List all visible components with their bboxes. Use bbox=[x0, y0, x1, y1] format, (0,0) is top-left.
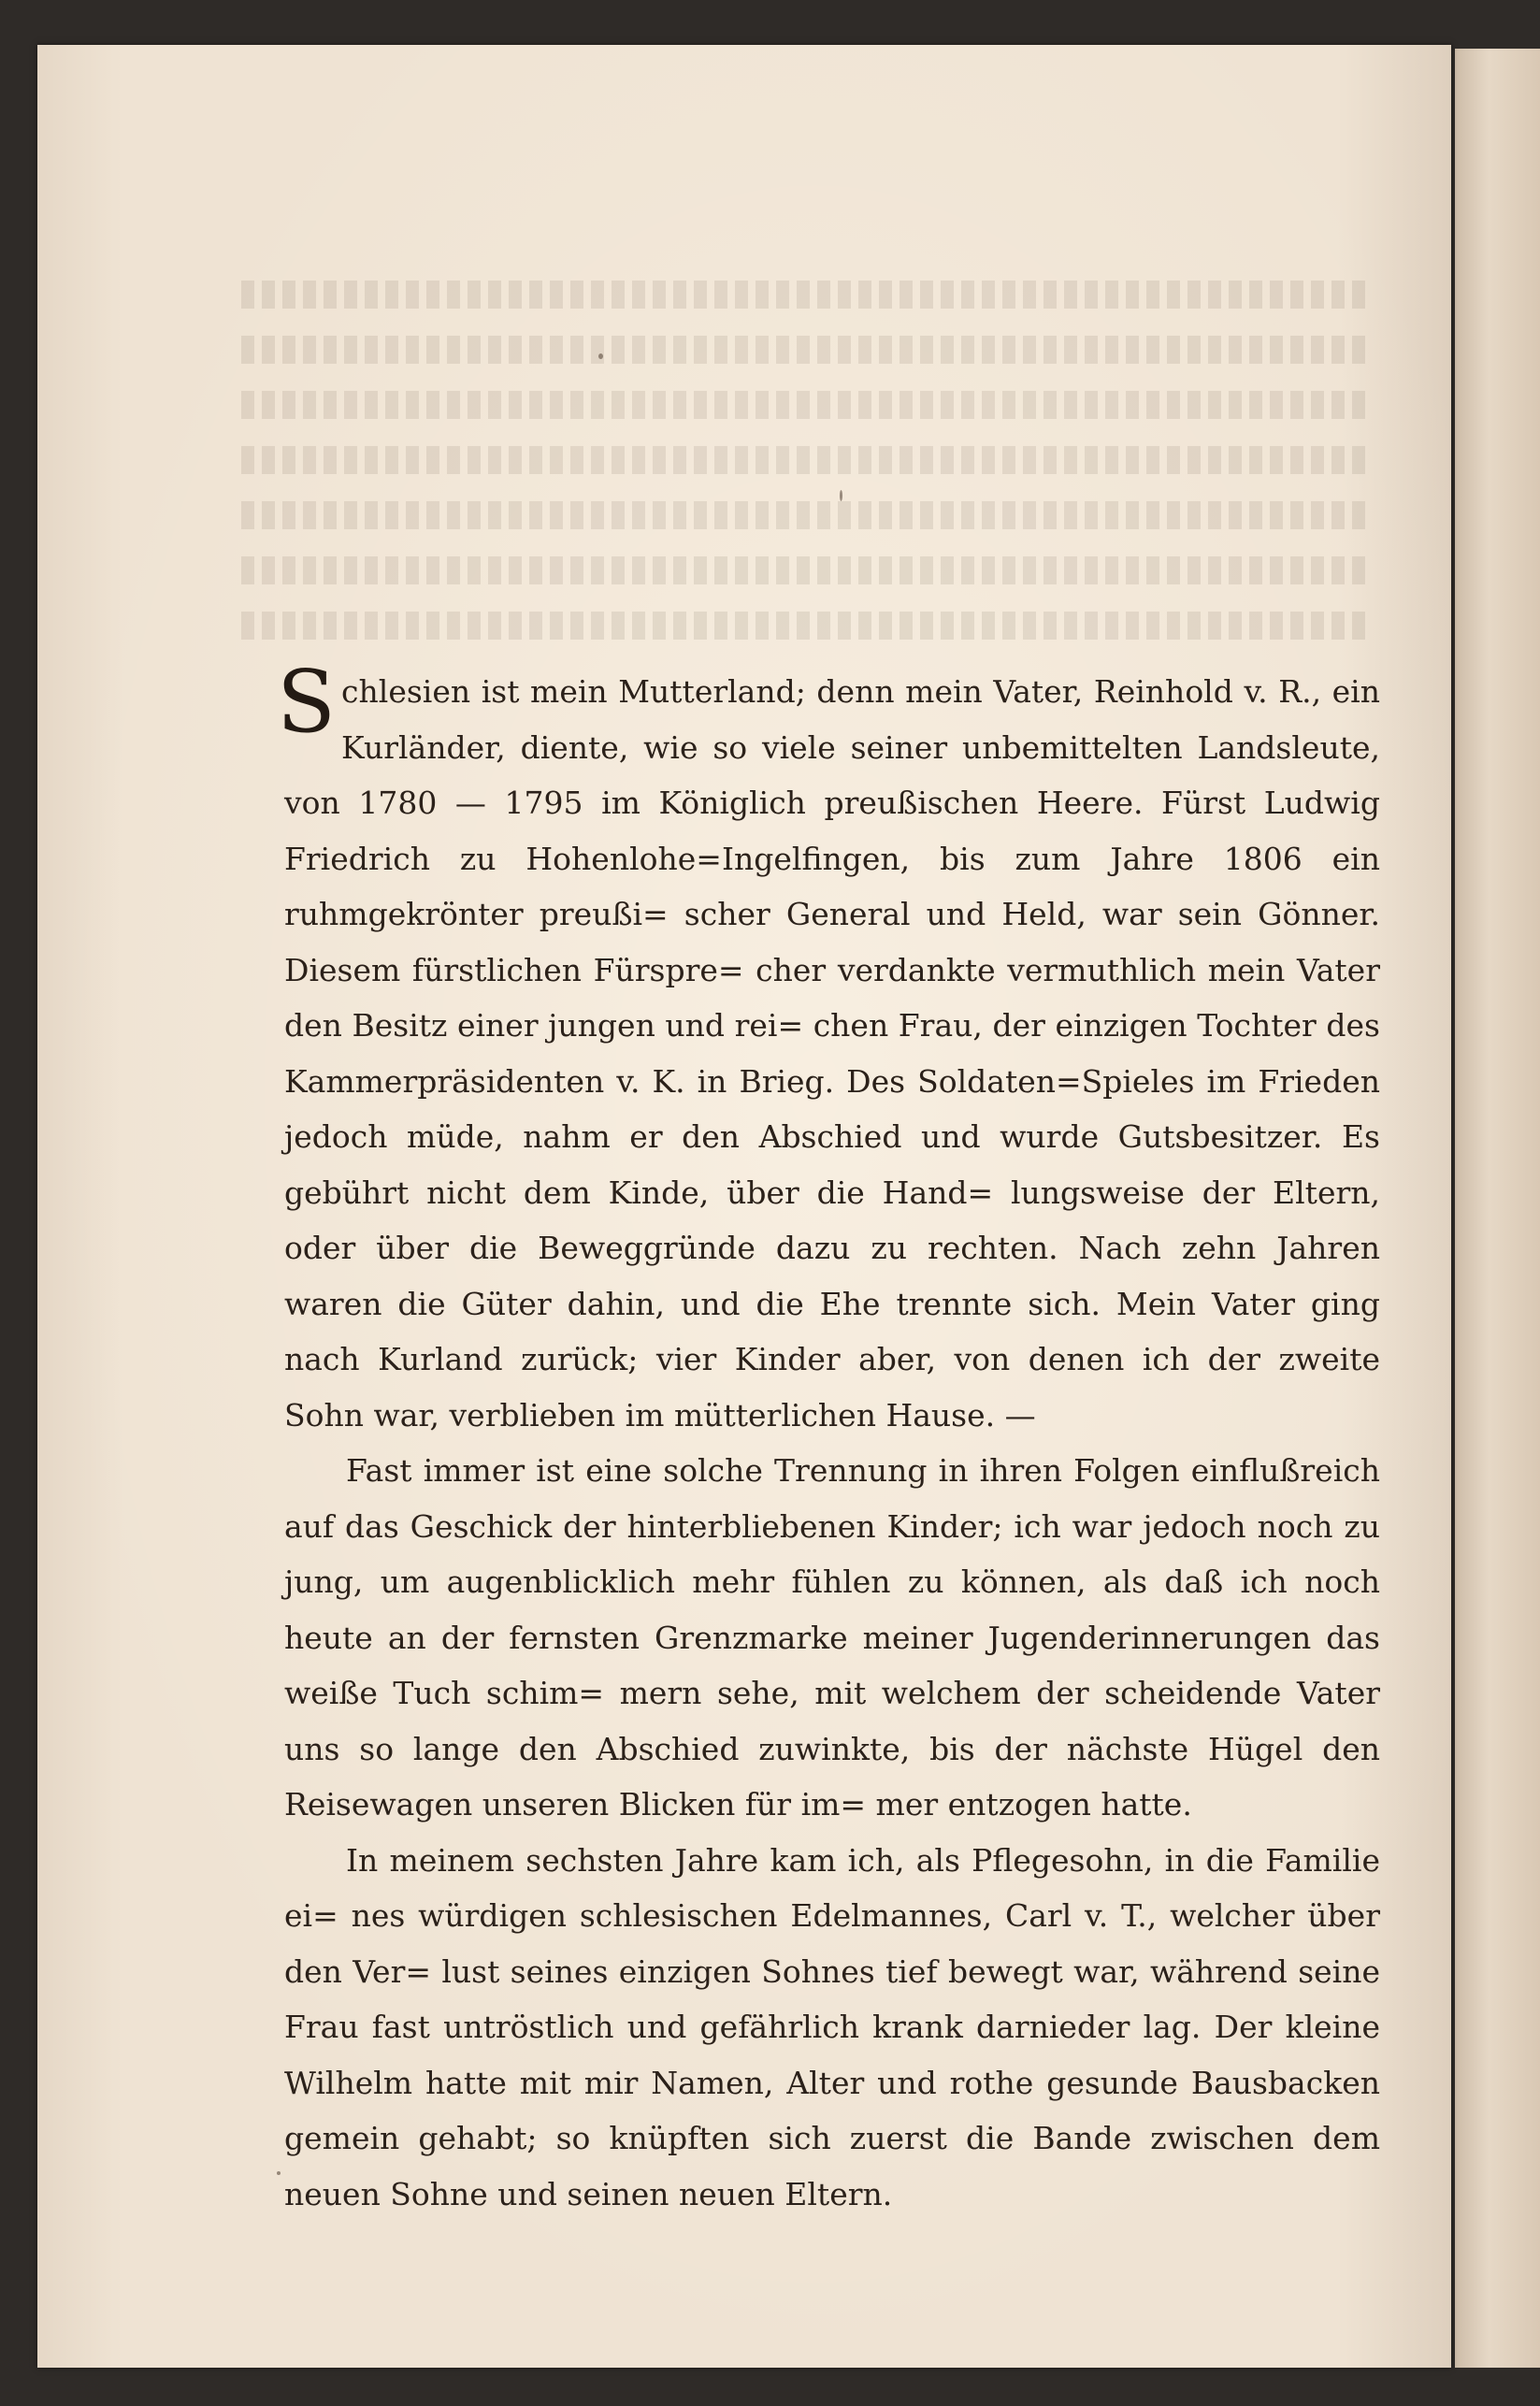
drop-cap-initial: S bbox=[277, 652, 337, 752]
paper-speck bbox=[598, 353, 603, 359]
paragraph-1 bbox=[277, 652, 1380, 1443]
body-text bbox=[277, 652, 1380, 2222]
paper-speck bbox=[277, 2171, 281, 2175]
facing-page-edge bbox=[1455, 49, 1540, 2368]
paragraph-3: In meinem sechsten Jahre kam ich, als Pflegesohn, in die Familie ei= nes würdigen schlesischen Edelmannes, Carl v. T., welcher über den Ver= lust seines einzigen Sohnes tief bewegt war, während seine Frau fast untröstlich und gefährlich krank darnieder lag. Der kleine Wilhelm hatte mit mir Namen, Alter und rothe gesunde Bausbacken gemein gehabt; so knüpften sich zuerst die Bande zwischen dem neuen Sohne und seinen neuen Eltern. bbox=[284, 1841, 1380, 2212]
paragraph-1-text: chlesien ist mein Mutterland; denn mein Vater, Reinhold v. R., ein Kurländer, diente, wie so viele seiner unbemittelten Landsleute, von 1780 — 1795 im Königlich preußischen Heere. Fürst Ludwig Friedrich zu Hohenlohe=Ingelfingen, bis zum Jahre 1806 ein ruhmgekrönter preußi= scher General und Held, war sein Gönner. Diesem fürstlichen Fürspre= cher verdankte vermuthlich mein Vater den Besitz einer jungen und rei= chen Frau, der einzigen Tochter des Kammerpräsidenten v. K. in Brieg. Des Soldaten=Spieles im Frieden jedoch müde, nahm er den Abschied und wurde Gutsbesitzer. Es gebührt nicht dem Kinde, über die Hand= lungsweise der Eltern, oder über die Beweggründe dazu zu rechten. Nach zehn Jahren waren die Güter dahin, und die Ehe trennte sich. Mein Vater ging nach Kurland zurück; vier Kinder aber, von denen ich der zweite Sohn war, verblieben im mütterlichen Hause. — bbox=[284, 673, 1380, 1434]
paper-speck bbox=[840, 490, 842, 501]
paragraph-2: Fast immer ist eine solche Trennung in ihren Folgen einflußreich auf das Geschick der hinterbliebenen Kinder; ich war jedoch noch zu jung, um augenblicklich mehr fühlen zu können, als daß ich noch heute an der fernsten Grenzmarke meiner Jugenderinnerungen das weiße Tuch schim= mern sehe, mit welchem der scheidende Vater uns so lange den Abschied zuwinkte, bis der nächste Hügel den Reisewagen unseren Blicken für im= mer entzogen hatte. bbox=[284, 1452, 1380, 1823]
